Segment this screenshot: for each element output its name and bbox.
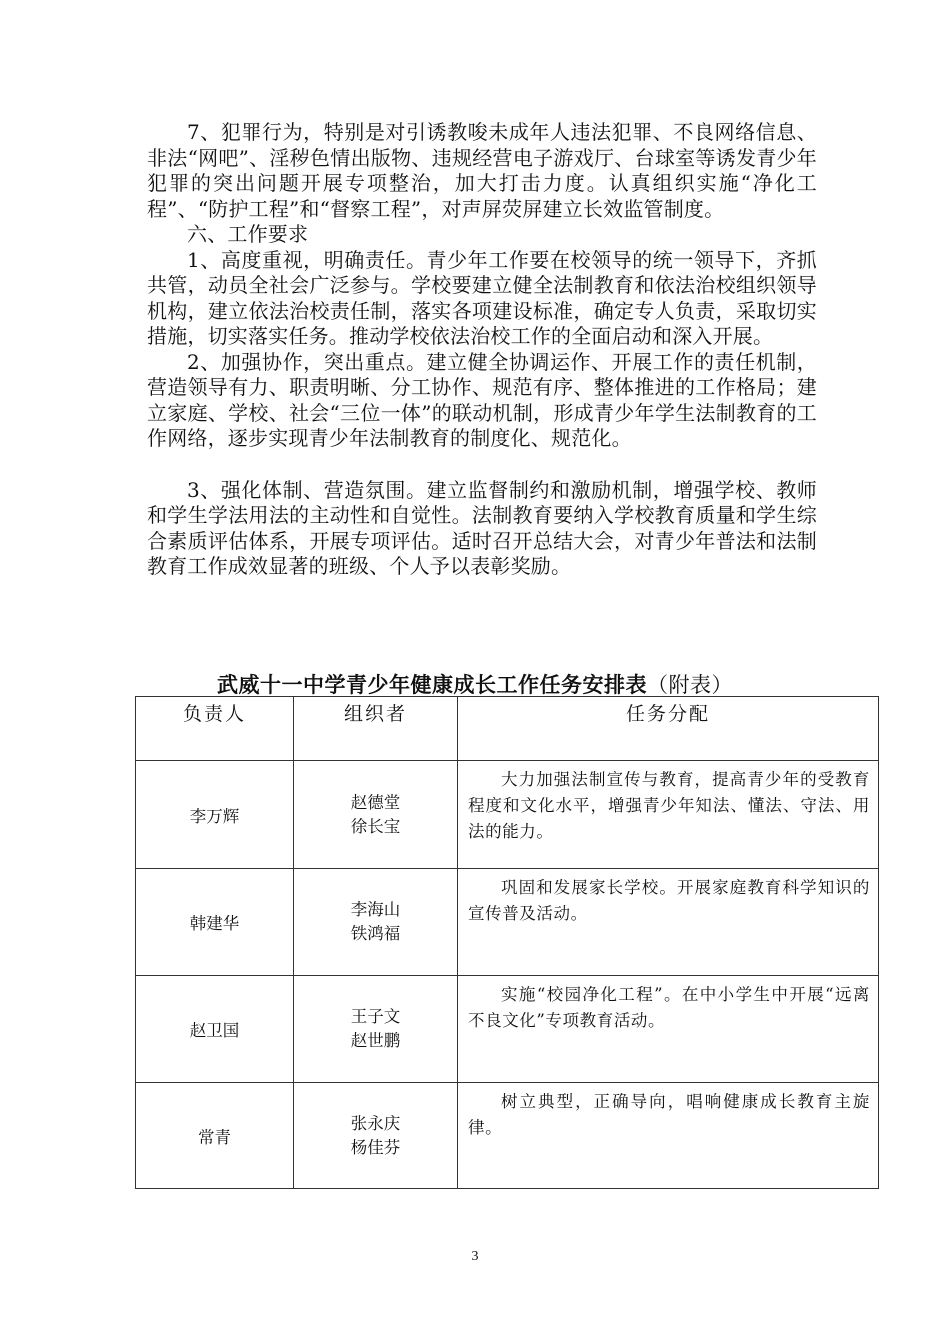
header-organizer: 组织者: [294, 697, 458, 761]
organizer-cell: [294, 869, 458, 976]
table-title-suffix: （附表）: [647, 673, 733, 697]
leader-name: 李万辉: [189, 806, 240, 826]
table-header-row: [136, 697, 879, 761]
header-leader: 负责人: [136, 697, 294, 761]
task-cell: 大力加强法制宣传与教育，提高青少年的受教育程度和文化水平，增强青少年知法、懂法、守法、用法的能力。: [458, 761, 879, 869]
task-cell: 巩固和发展家长学校。开展家庭教育科学知识的宣传普及活动。: [458, 869, 879, 976]
paragraph-item-7: 7、犯罪行为，特别是对引诱教唆未成年人违法犯罪、不良网络信息、非法“网吧”、淫秽色情出版物、违规经营电子游戏厅、台球室等诱发青少年犯罪的突出问题开展专项整治，加大打击力度。认真组织实施“净化工程”、“防护工程”和“督察工程”，对声屏荧屏建立长效监管制度。: [147, 120, 817, 221]
paragraph-requirement-1: 1、高度重视，明确责任。青少年工作要在校领导的统一领导下，齐抓共管，动员全社会广泛参与。学校要建立健全法制教育和依法治校组织领导机构，建立依法治校责任制，落实各项建设标准，确定专人负责，采取切实措施，切实落实任务。推动学校依法治校工作的全面启动和深入开展。: [147, 247, 817, 348]
section-heading-work-requirements: 六、工作要求: [187, 222, 309, 246]
leader-name: 赵卫国: [189, 1021, 240, 1040]
organizer-name: 铁鸿福: [350, 924, 401, 943]
leader-cell: [136, 761, 294, 869]
page-number: 3: [471, 1249, 479, 1264]
header-task: 任务分配: [458, 697, 879, 761]
organizer-cell: [294, 761, 458, 869]
table-row: [136, 761, 879, 869]
organizer-name: 张永庆: [350, 1113, 401, 1133]
task-cell: 树立典型，正确导向，唱响健康成长教育主旋律。: [458, 1083, 879, 1189]
organizer-name: 赵世鹏: [350, 1031, 401, 1050]
task-arrangement-table: [135, 696, 879, 1189]
leader-name: 韩建华: [189, 914, 240, 933]
leader-cell: [136, 869, 294, 976]
paragraph-requirement-3: 3、强化体制、营造氛围。建立监督制约和激励机制，增强学校、教师和学生学法用法的主动性和自觉性。法制教育要纳入学校教育质量和学生综合素质评估体系，开展专项评估。适时召开总结大会，对青少年普法和法制教育工作成效显著的班级、个人予以表彰奖励。: [147, 477, 817, 578]
organizer-cell: [294, 1083, 458, 1189]
table-row: [136, 1083, 879, 1189]
leader-cell: [136, 976, 294, 1083]
organizer-name: 徐长宝: [350, 816, 401, 836]
table-title-main: 武威十一中学青少年健康成长工作任务安排表: [217, 673, 647, 697]
leader-name: 常青: [198, 1127, 231, 1147]
organizer-name: 王子文: [350, 1007, 401, 1026]
leader-cell: [136, 1083, 294, 1189]
organizer-name: 杨佳芬: [350, 1137, 401, 1157]
paragraph-requirement-2: 2、加强协作，突出重点。建立健全协调运作、开展工作的责任机制，营造领导有力、职责明晰、分工协作、规范有序、整体推进的工作格局；建立家庭、学校、社会“三位一体”的联动机制，形成青少年学生法制教育的工作网络，逐步实现青少年法制教育的制度化、规范化。: [147, 349, 817, 450]
table-row: [136, 976, 879, 1083]
organizer-cell: [294, 976, 458, 1083]
document-body: [147, 120, 817, 580]
table-title: [0, 669, 950, 699]
table-row: [136, 869, 879, 976]
task-cell: 实施“校园净化工程”。在中小学生中开展“远离不良文化”专项教育活动。: [458, 976, 879, 1083]
organizer-name: 赵德堂: [350, 792, 401, 812]
organizer-name: 李海山: [350, 900, 401, 919]
